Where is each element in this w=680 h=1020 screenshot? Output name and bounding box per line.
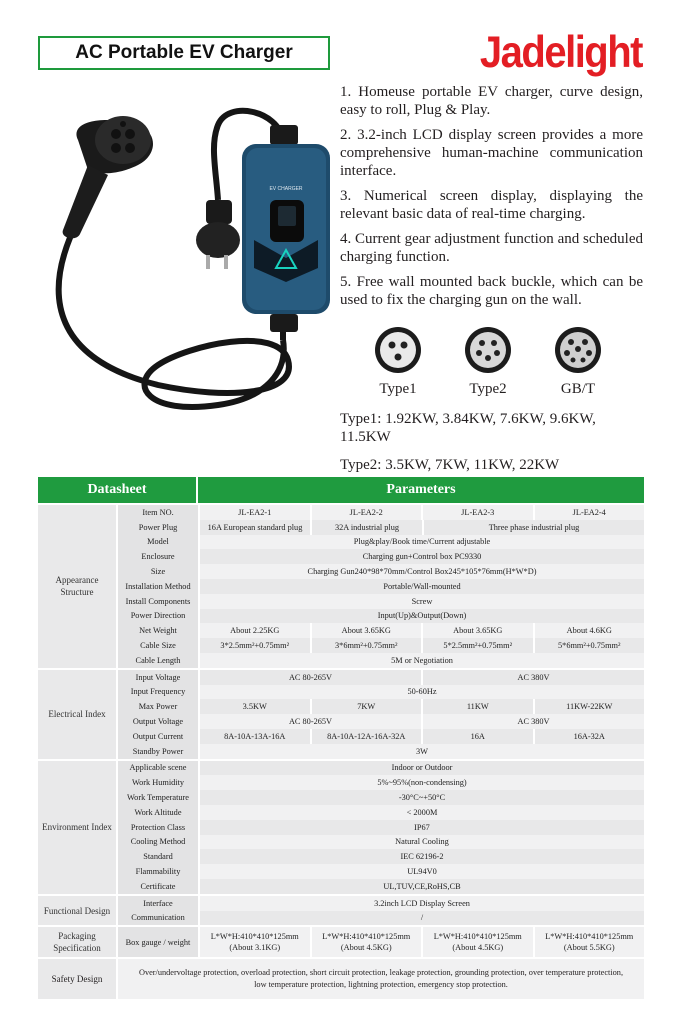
row-value: 16A [423, 729, 533, 744]
row-value: 5*6mm²+0.75mm² [535, 638, 645, 653]
row-key: Cooling Method [118, 835, 198, 850]
section-label: Packaging Specification [38, 927, 116, 957]
row-key: Net Weight [118, 623, 198, 638]
row-value: Input(Up)&Output(Down) [200, 609, 644, 624]
package-value [200, 927, 310, 957]
package-line: L*W*H:410*410*125mm [322, 932, 411, 942]
row-key: Cable Size [118, 638, 198, 653]
row-value: 3.5KW [200, 699, 310, 714]
plug-type1 [370, 325, 426, 398]
row-key: Input Frequency [118, 685, 198, 700]
row-value: Natural Cooling [200, 835, 644, 850]
row-value: UL94V0 [200, 864, 644, 879]
table-row [118, 535, 644, 550]
datasheet-header [38, 477, 644, 503]
datasheet-table [38, 477, 644, 999]
feature-list [340, 83, 643, 316]
package-line: L*W*H:410*410*125mm [545, 932, 634, 942]
row-key: Power Plug [118, 520, 198, 535]
row-value: Charging Gun240*98*70mm/Control Box245*105*76mm(H*W*D) [200, 564, 644, 579]
datasheet-section [38, 505, 644, 668]
safety-section [38, 959, 644, 999]
row-key: Interface [118, 896, 198, 911]
row-value: 5%~95%(non-condensing) [200, 775, 644, 790]
row-value: 3*2.5mm²+0.75mm² [200, 638, 310, 653]
parameters-header-label: Parameters [386, 482, 456, 497]
table-row [118, 864, 644, 879]
row-value: About 3.65KG [423, 623, 533, 638]
datasheet-section [38, 896, 644, 926]
row-key: Box gauge / weight [118, 927, 198, 957]
row-value: JL-EA2-2 [312, 505, 422, 520]
row-value: 8A-10A-13A-16A [200, 729, 310, 744]
type1-socket-icon [371, 325, 425, 375]
table-row [118, 805, 644, 820]
table-row [118, 699, 644, 714]
table-row [118, 729, 644, 744]
plug-type-label: Type2 [469, 381, 507, 397]
safety-text: Over/undervoltage protection, overload protection, short circuit protection, leakage protection, grounding protection, over temperature protection, low temperature protection, lightning protection, emergency stop protection. [118, 959, 644, 999]
row-key: Power Direction [118, 609, 198, 624]
table-row [118, 579, 644, 594]
row-key: Max Power [118, 699, 198, 714]
plug-type2 [460, 325, 516, 398]
feature-item: 2. 3.2-inch LCD display screen provides a more comprehensive human-machine communication interface. [340, 127, 643, 179]
row-value: AC 80-265V [200, 670, 421, 685]
row-key: Enclosure [118, 549, 198, 564]
package-line: L*W*H:410*410*125mm [210, 932, 299, 942]
control-box-label: EV CHARGER [269, 186, 303, 192]
table-row [118, 549, 644, 564]
table-row [118, 820, 644, 835]
row-value: 32A industrial plug [312, 520, 422, 535]
row-key: Standard [118, 849, 198, 864]
table-row [118, 911, 644, 926]
row-value: Charging gun+Control box PC9330 [200, 549, 644, 564]
row-value: 3W [200, 744, 644, 759]
row-value: 7KW [312, 699, 422, 714]
row-value: / [200, 911, 644, 926]
feature-item: 1. Homeuse portable EV charger, curve design, easy to roll, Plug & Play. [340, 84, 643, 118]
row-key: Cable Length [118, 653, 198, 668]
datasheet-header-label: Datasheet [38, 477, 198, 503]
section-label: Appearance Structure [38, 505, 116, 668]
row-value: Indoor or Outdoor [200, 761, 644, 776]
row-key: Work Temperature [118, 790, 198, 805]
row-value: 3.2inch LCD Display Screen [200, 896, 644, 911]
packaging-section [38, 927, 644, 957]
row-value: 16A-32A [535, 729, 645, 744]
feature-item: 5. Free wall mounted back buckle, which can be used to fix the charging gun on the wall. [340, 274, 643, 308]
row-value: 11KW [423, 699, 533, 714]
plug-type-label: GB/T [560, 381, 596, 397]
row-key: Size [118, 564, 198, 579]
type1-power-levels: Type1: 1.92KW, 3.84KW, 7.6KW, 9.6KW, 11.5KW [340, 411, 596, 445]
type2-socket-icon [461, 325, 515, 375]
row-value: 16A European standard plug [200, 520, 310, 535]
package-line: (About 3.1KG) [229, 943, 281, 953]
datasheet-section [38, 670, 644, 759]
row-value: About 4.6KG [535, 623, 645, 638]
row-value: 5M or Negotiation [200, 653, 644, 668]
row-key: Model [118, 535, 198, 550]
row-key: Standby Power [118, 744, 198, 759]
table-row [118, 653, 644, 668]
table-row [118, 835, 644, 850]
section-label: Functional Design [38, 896, 116, 926]
row-value: Portable/Wall-mounted [200, 579, 644, 594]
type2-power-levels: Type2: 3.5KW, 7KW, 11KW, 22KW [340, 457, 560, 473]
package-line: L*W*H:410*410*125mm [433, 932, 522, 942]
table-row [118, 520, 644, 535]
row-key: Applicable scene [118, 761, 198, 776]
brand-logo: Jadelight [479, 28, 642, 78]
row-value: 50-60Hz [200, 685, 644, 700]
row-key: Work Humidity [118, 775, 198, 790]
table-row [118, 638, 644, 653]
row-key: Output Voltage [118, 714, 198, 729]
row-value: About 2.25KG [200, 623, 310, 638]
table-row [118, 744, 644, 759]
plug-gbt [550, 325, 606, 398]
table-row [118, 849, 644, 864]
row-value: JL-EA2-3 [423, 505, 533, 520]
row-key: Protection Class [118, 820, 198, 835]
row-value: Three phase industrial plug [424, 520, 644, 535]
datasheet-section [38, 761, 644, 894]
row-value: JL-EA2-4 [535, 505, 645, 520]
package-line: (About 5.5KG) [563, 943, 615, 953]
table-row [118, 505, 644, 520]
table-row [118, 879, 644, 894]
feature-item: 3. Numerical screen display, displaying the relevant basic data of real-time charging. [340, 188, 643, 222]
row-key: Work Altitude [118, 805, 198, 820]
row-value: 8A-10A-12A-16A-32A [312, 729, 422, 744]
package-value [535, 927, 645, 957]
table-row [118, 594, 644, 609]
row-key: Input Voltage [118, 670, 198, 685]
row-value: 3*6mm²+0.75mm² [312, 638, 422, 653]
row-value: IEC 62196-2 [200, 849, 644, 864]
row-value: < 2000M [200, 805, 644, 820]
plug-type-icons [370, 325, 610, 401]
row-key: Install Components [118, 594, 198, 609]
row-value: 5*2.5mm²+0.75mm² [423, 638, 533, 653]
plug-type-label: Type1 [379, 381, 417, 397]
row-value: About 3.65KG [312, 623, 422, 638]
row-key: Certificate [118, 879, 198, 894]
package-line: (About 4.5KG) [452, 943, 504, 953]
package-value [423, 927, 533, 957]
row-key: Flammability [118, 864, 198, 879]
row-value: AC 380V [423, 714, 644, 729]
section-label: Electrical Index [38, 670, 116, 759]
table-row [118, 896, 644, 911]
section-label: Safety Design [38, 959, 116, 999]
row-key: Installation Method [118, 579, 198, 594]
row-value: 11KW-22KW [535, 699, 645, 714]
feature-item: 4. Current gear adjustment function and scheduled charging function. [340, 231, 643, 265]
package-line: (About 4.5KG) [340, 943, 392, 953]
table-row [118, 761, 644, 776]
row-key: Item NO. [118, 505, 198, 520]
table-row [118, 623, 644, 638]
row-value: Screw [200, 594, 644, 609]
ev-charger-image [38, 100, 338, 430]
row-value: IP67 [200, 820, 644, 835]
row-value: -30°C~+50°C [200, 790, 644, 805]
gbt-socket-icon [551, 325, 605, 375]
page-title: AC Portable EV Charger [38, 36, 330, 70]
row-key: Output Current [118, 729, 198, 744]
table-row [118, 685, 644, 700]
table-row [118, 609, 644, 624]
row-value: JL-EA2-1 [200, 505, 310, 520]
package-value [312, 927, 422, 957]
row-value: AC 380V [423, 670, 644, 685]
table-row [118, 927, 644, 957]
table-row [118, 714, 644, 729]
table-row [118, 775, 644, 790]
table-row [118, 564, 644, 579]
row-key: Communication [118, 911, 198, 926]
section-label: Environment Index [38, 761, 116, 894]
row-value: UL,TUV,CE,RoHS,CB [200, 879, 644, 894]
row-value: Plug&play/Book time/Current adjustable [200, 535, 644, 550]
table-row [118, 670, 644, 685]
table-row [118, 790, 644, 805]
row-value: AC 80-265V [200, 714, 421, 729]
